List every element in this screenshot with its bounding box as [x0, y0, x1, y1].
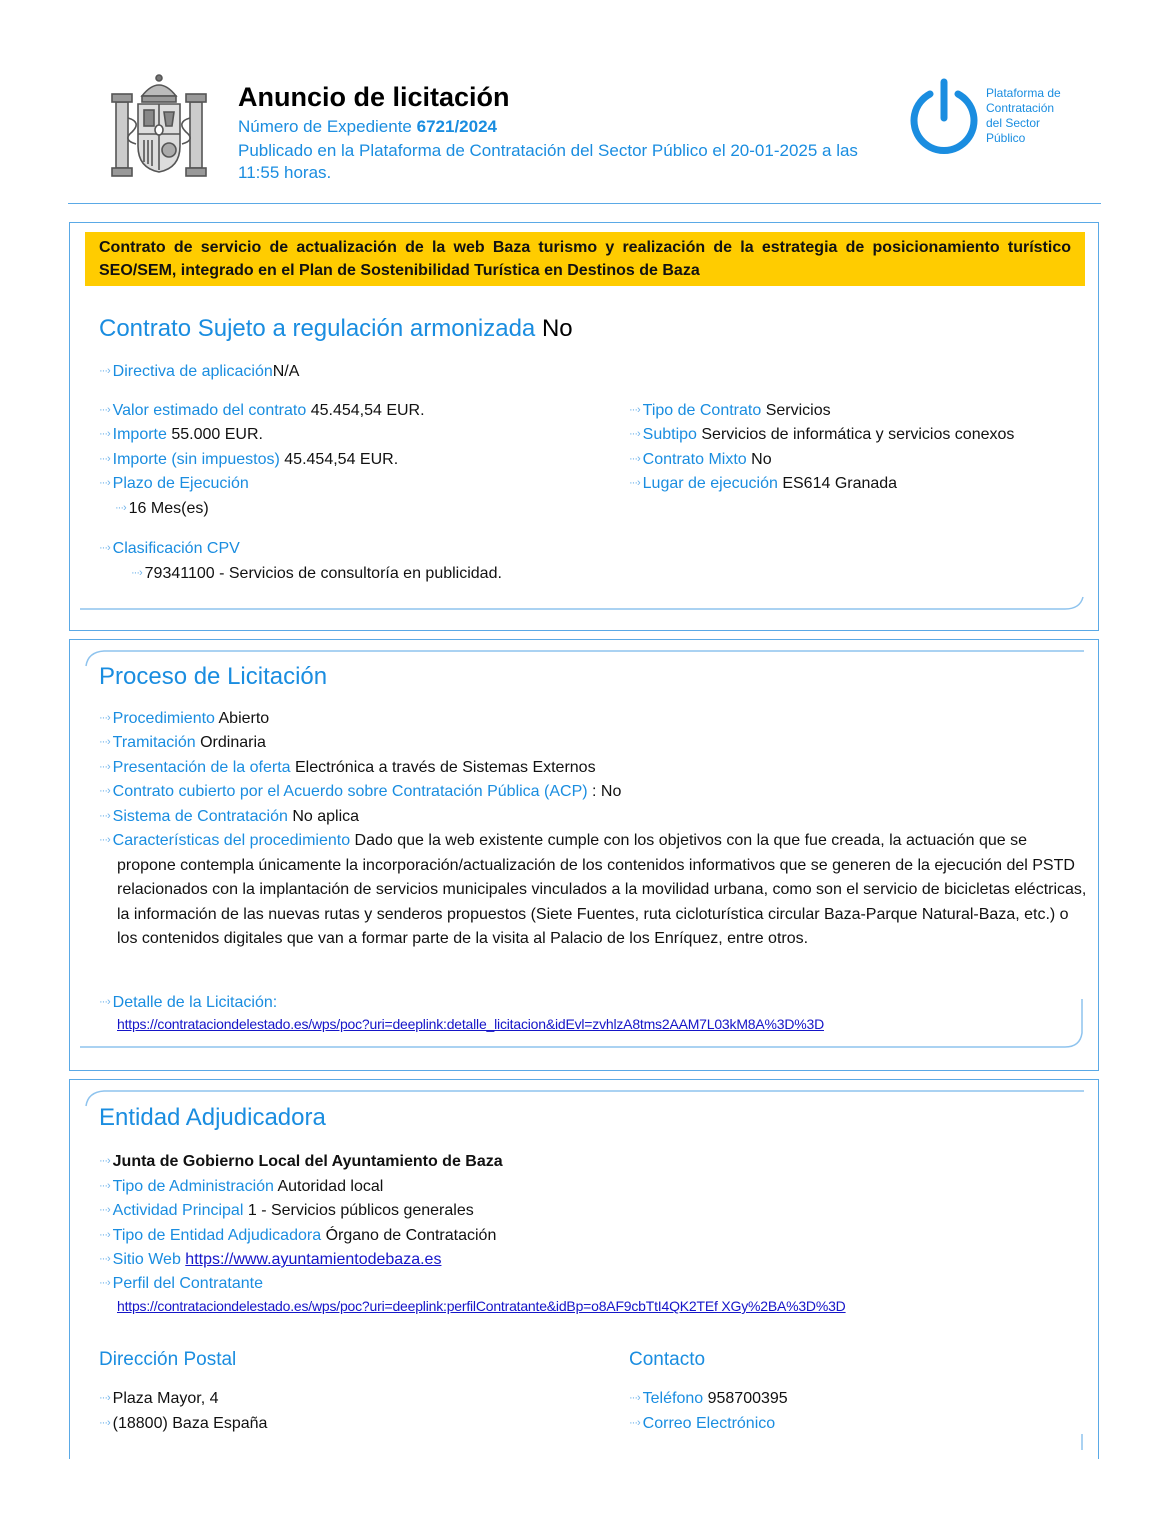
- arrow-icon: ···›: [99, 785, 110, 797]
- contract-section: [69, 222, 1099, 631]
- contacto-heading: Contacto: [629, 1349, 706, 1370]
- plazo-value-row: ···› 16 Mes(es): [115, 496, 209, 521]
- detalle-row: ···› Detalle de la Licitación:: [99, 990, 277, 1015]
- caracteristicas-row: ···› Características del procedimiento Dado que la web existente cumple con los objetivos con la que fue creada, la actuación que se propone contempla únicamente la incorporación/actualización de los contenidos informativos que se generen de la ejecución del PSTD relacionados con la implantación de servicios municipales vinculados a la movilidad urbana, como son el servicio de bicicletas eléctricas, la información de las nuevas rutas y senderos propuestos (Siete Fuentes, ruta cicloturística circular Baza-Parque Natural-Baza, etc.) o los contenidos digitales que van a formar parte de la visita al Palacio de los Enríquez, entre otros.: [117, 828, 1087, 952]
- tramitacion-row: ···› Tramitación Ordinaria: [99, 730, 266, 755]
- actividad-row: ···› Actividad Principal 1 - Servicios públicos generales: [99, 1198, 474, 1223]
- detalle-licitacion-link[interactable]: https://contrataciondelestado.es/wps/poc?uri=deeplink:detalle_licitacion&idEvl=zvhlzA8tms2AAM7L03kM8A%3D%3D: [117, 1016, 824, 1032]
- arrow-icon: ···›: [99, 1180, 110, 1192]
- armonizada-row: Contrato Sujeto a regulación armonizada No: [99, 315, 573, 342]
- contract-title-banner: Contrato de servicio de actualización de la web Baza turismo y realización de la estrategia de posicionamiento turístico SEO/SEM, integrado en el Plan de Sostenibilidad Turística en Destinos de Baza: [85, 232, 1085, 286]
- tipo-admin-row: ···› Tipo de Administración Autoridad local: [99, 1174, 383, 1199]
- entidad-heading: Entidad Adjudicadora: [99, 1104, 326, 1131]
- importe-row: ···› Importe 55.000 EUR.: [99, 422, 263, 447]
- arrow-icon: ···›: [99, 1204, 110, 1216]
- directiva-row: ···› Directiva de aplicaciónN/A: [99, 359, 299, 384]
- subtipo-row: ···› Subtipo Servicios de informática y servicios conexos: [629, 422, 1014, 447]
- cpv-row: ···› Clasificación CPV: [99, 536, 240, 561]
- page-title: Anuncio de licitación: [238, 82, 510, 112]
- sistema-row: ···› Sistema de Contratación No aplica: [99, 804, 359, 829]
- direccion-heading: Dirección Postal: [99, 1349, 237, 1370]
- proceso-section: [69, 639, 1099, 1071]
- document-header: [0, 0, 1170, 210]
- perfil-contratante-link[interactable]: https://contrataciondelestado.es/wps/poc?uri=deeplink:perfilContratante&idBp=o8AF9cbTtI4QK2TEf XGy%2BA%3D%3D: [117, 1298, 846, 1314]
- arrow-icon: ···›: [99, 1155, 110, 1167]
- arrow-icon: ···›: [99, 453, 110, 465]
- presentacion-row: ···› Presentación de la oferta Electrónica a través de Sistemas Externos: [99, 755, 596, 780]
- arrow-icon: ···›: [629, 1392, 640, 1404]
- arrow-icon: ···›: [99, 1277, 110, 1289]
- arrow-icon: ···›: [99, 1229, 110, 1241]
- lugar-row: ···› Lugar de ejecución ES614 Granada: [629, 471, 897, 496]
- arrow-icon: ···›: [629, 404, 640, 416]
- arrow-icon: ···›: [99, 996, 110, 1008]
- correo-row: ···› Correo Electrónico: [629, 1411, 775, 1436]
- arrow-icon: ···›: [99, 477, 110, 489]
- arrow-icon: ···›: [629, 1417, 640, 1429]
- section-curve-decoration: [80, 593, 1084, 613]
- arrow-icon: ···›: [99, 404, 110, 416]
- platform-name: Plataforma de Contratación del Sector Público: [986, 86, 1061, 145]
- section-curve-decoration: [80, 995, 1084, 1051]
- telefono-row: ···› Teléfono 958700395: [629, 1386, 788, 1411]
- perfil-link-row: [117, 1298, 846, 1314]
- arrow-icon: ···›: [629, 477, 640, 489]
- arrow-icon: ···›: [99, 1417, 110, 1429]
- cpv-value-row: ···› 79341100 - Servicios de consultoría en publicidad.: [131, 561, 502, 586]
- arrow-icon: ···›: [115, 502, 126, 514]
- mixto-row: ···› Contrato Mixto No: [629, 447, 772, 472]
- arrow-icon: ···›: [629, 428, 640, 440]
- arrow-icon: ···›: [99, 542, 110, 554]
- arrow-icon: ···›: [99, 428, 110, 440]
- procedimiento-row: ···› Procedimiento Abierto: [99, 706, 269, 731]
- entidad-name-row: ···› Junta de Gobierno Local del Ayuntamiento de Baza: [99, 1149, 503, 1174]
- arrow-icon: ···›: [99, 761, 110, 773]
- expediente-value: 6721/2024: [416, 117, 497, 136]
- perfil-row: ···› Perfil del Contratante: [99, 1271, 263, 1296]
- proceso-heading: Proceso de Licitación: [99, 663, 328, 690]
- arrow-icon: ···›: [99, 834, 110, 846]
- plazo-row: ···› Plazo de Ejecución: [99, 471, 249, 496]
- importe-sin-row: ···› Importe (sin impuestos) 45.454,54 EUR.: [99, 447, 398, 472]
- power-icon: [908, 78, 980, 156]
- arrow-icon: ···›: [99, 736, 110, 748]
- valor-row: ···› Valor estimado del contrato 45.454,54 EUR.: [99, 398, 425, 423]
- tipo-entidad-row: ···› Tipo de Entidad Adjudicadora Órgano de Contratación: [99, 1223, 496, 1248]
- arrow-icon: ···›: [99, 365, 110, 377]
- section-curve-decoration: [1076, 1432, 1088, 1452]
- entidad-section: [69, 1079, 1099, 1459]
- sitio-web-link[interactable]: https://www.ayuntamientodebaza.es: [185, 1251, 442, 1268]
- spain-coat-of-arms-icon: [106, 72, 212, 184]
- arrow-icon: ···›: [629, 453, 640, 465]
- header-divider: [68, 203, 1101, 204]
- expediente-label: Número de Expediente: [238, 117, 412, 136]
- arrow-icon: ···›: [99, 810, 110, 822]
- acp-row: ···› Contrato cubierto por el Acuerdo sobre Contratación Pública (ACP) : No: [99, 779, 621, 804]
- direccion-line2-row: ···› (18800) Baza España: [99, 1411, 267, 1436]
- tipo-contrato-row: ···› Tipo de Contrato Servicios: [629, 398, 831, 423]
- arrow-icon: ···›: [99, 1392, 110, 1404]
- arrow-icon: ···›: [131, 567, 142, 579]
- expediente-number: [238, 117, 497, 137]
- arrow-icon: ···›: [99, 712, 110, 724]
- direccion-line1-row: ···› Plaza Mayor, 4: [99, 1386, 218, 1411]
- sitio-web-row: ···› Sitio Web https://www.ayuntamientodebaza.es: [99, 1247, 441, 1272]
- publication-info: Publicado en la Plataforma de Contratación del Sector Público el 20-01-2025 a las 11:55 horas.: [238, 141, 858, 182]
- arrow-icon: ···›: [99, 1253, 110, 1265]
